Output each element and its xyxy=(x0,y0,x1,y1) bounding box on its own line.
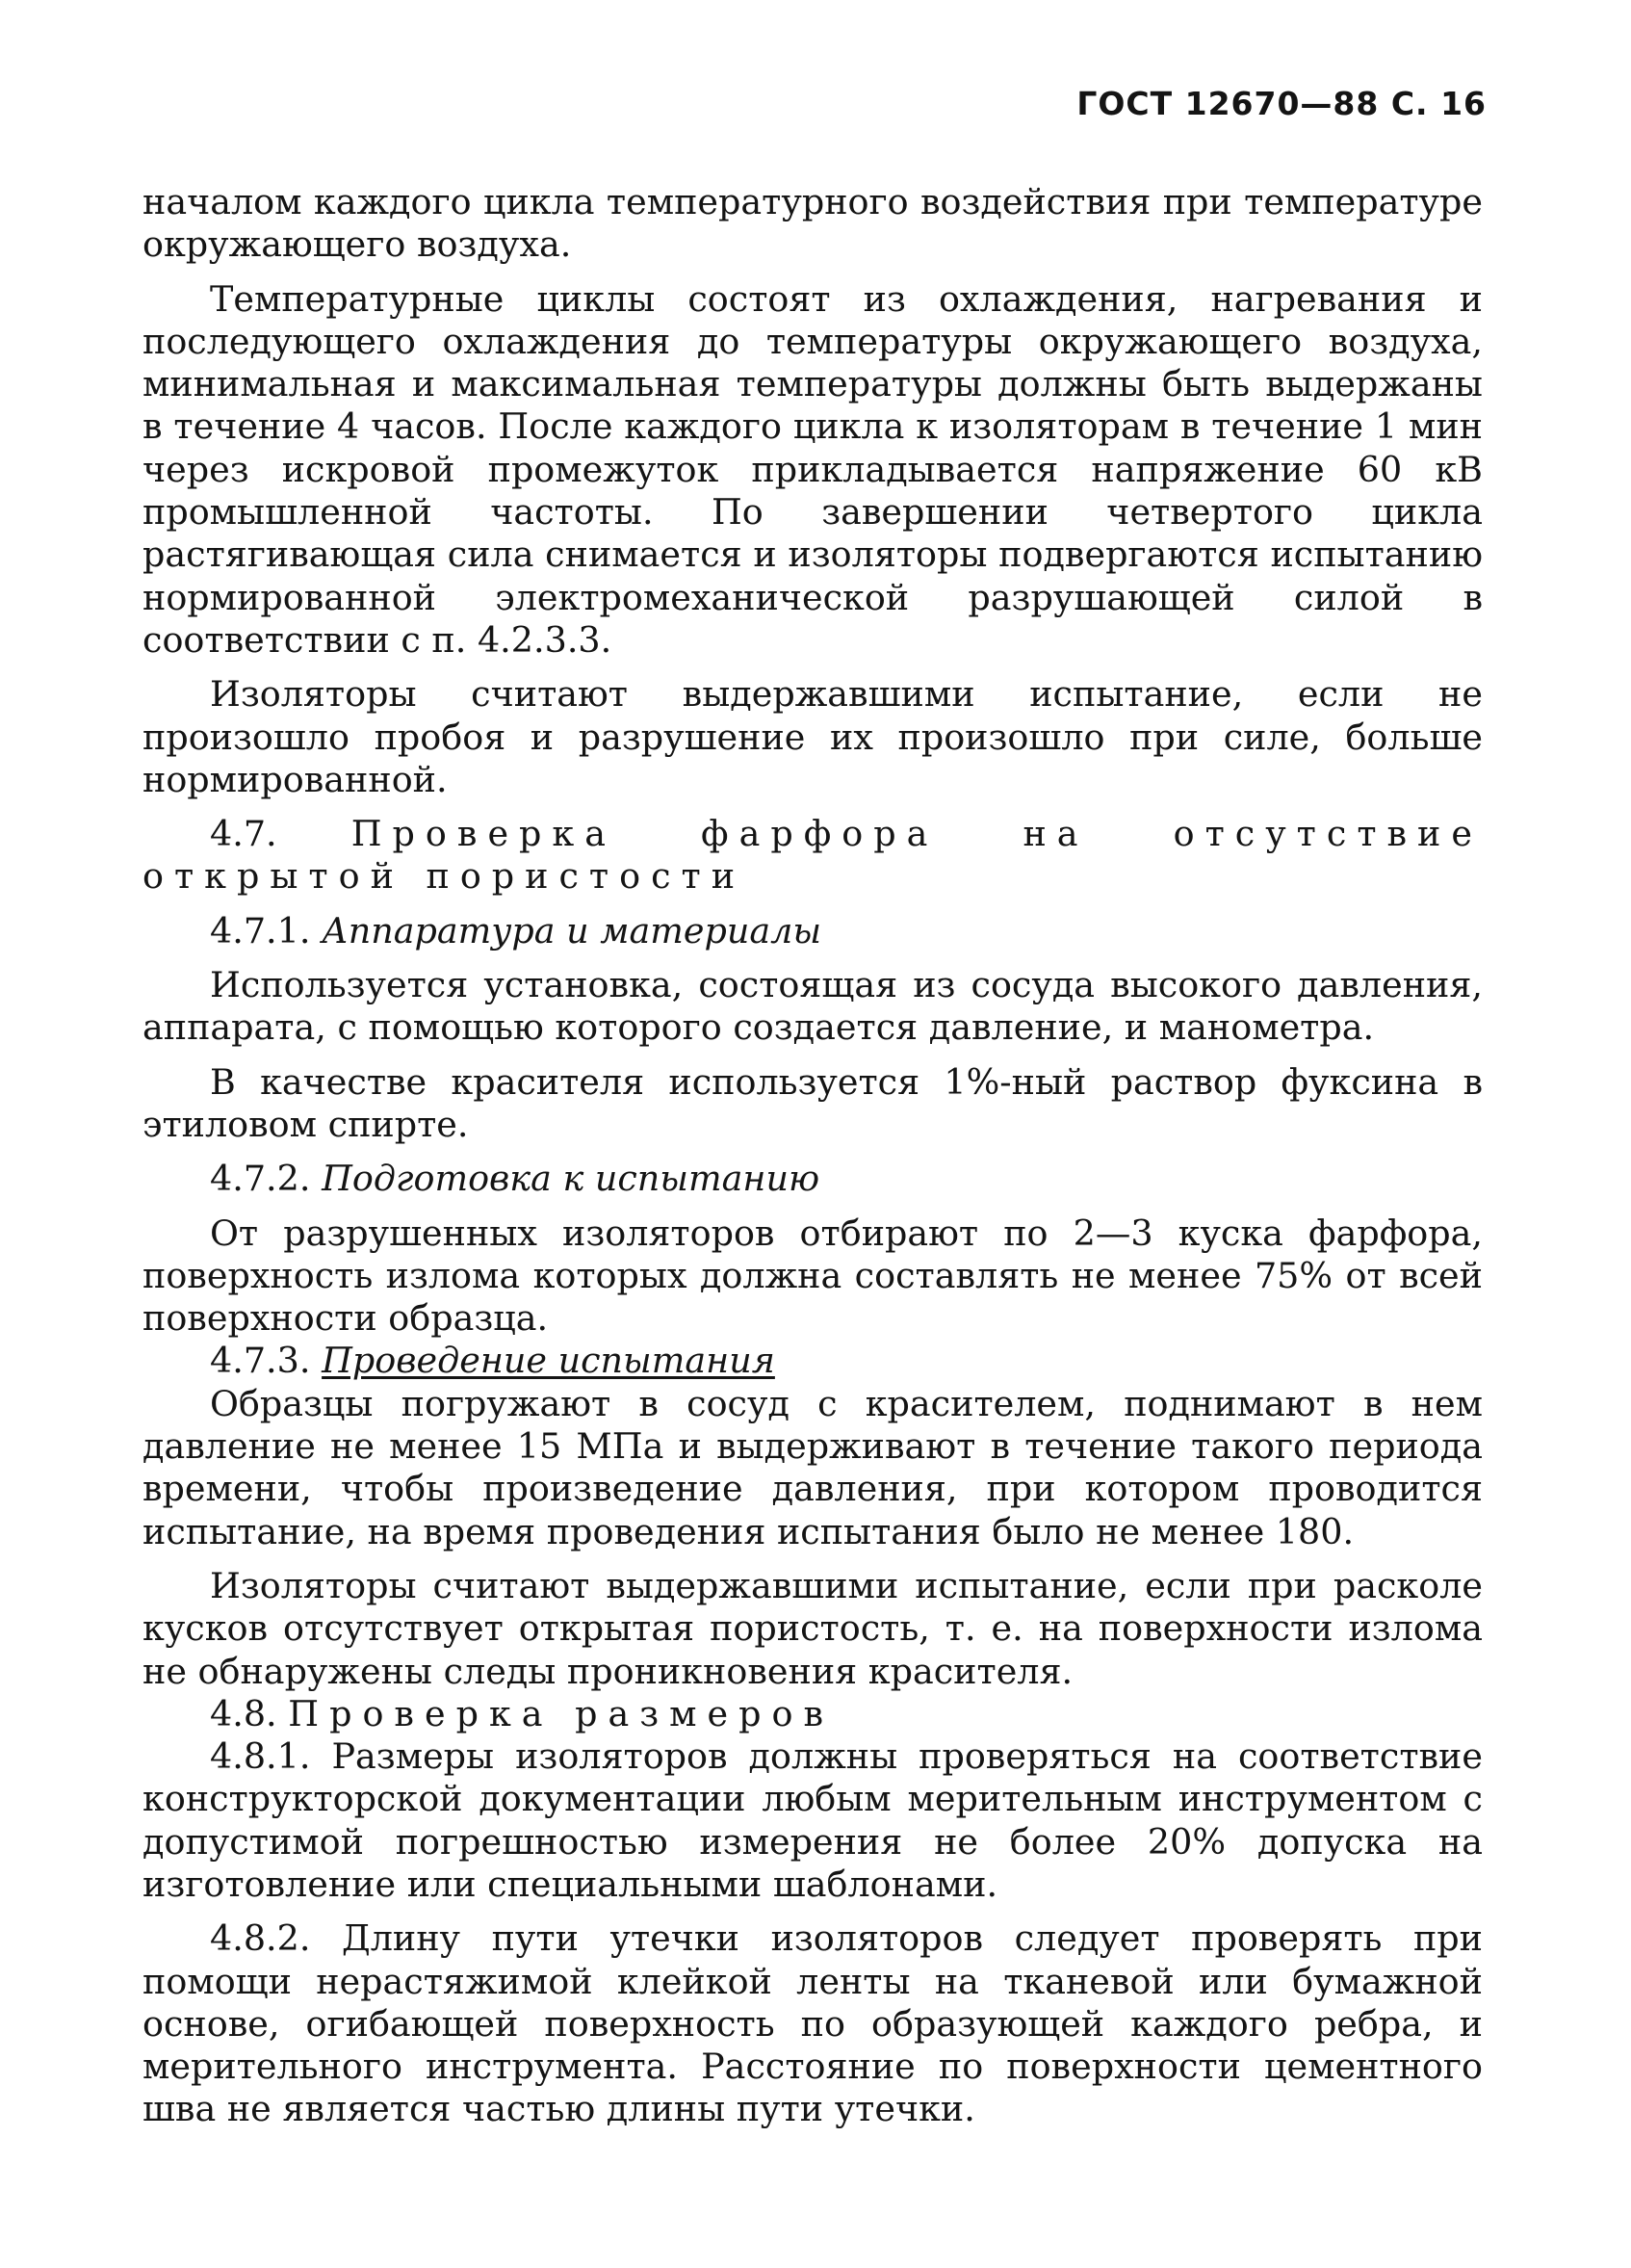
section-number: 4.7.3. xyxy=(210,1340,311,1382)
paragraph: Используется установка, состоящая из сосуда высокого давления, аппарата, с помощью которого создается давление, и манометра. xyxy=(142,964,1483,1049)
paragraph: Изоляторы считают выдержавшими испытание, если не произошло пробоя и разрушение их произошло при силе, больше нормированной. xyxy=(142,673,1483,800)
paragraph: 4.8.1. Размеры изоляторов должны проверяться на соответствие конструкторской документации любым мерительным инструментом с допустимой погрешностью измерения не более 20% допуска на изготовление или специальными шаблонами. xyxy=(142,1735,1483,1905)
subsection-heading-4-7-2 xyxy=(142,1158,1483,1200)
paragraph: началом каждого цикла температурного воздействия при температуре окружающего воздуха. xyxy=(142,181,1483,266)
section-title: Проверка фарфора на отсутствие открытой пористости xyxy=(142,813,1483,898)
section-heading-4-7 xyxy=(142,813,1483,899)
section-number: 4.7.1. xyxy=(210,909,311,952)
subsection-heading-4-7-1 xyxy=(142,910,1483,952)
section-title: Проверка размеров xyxy=(288,1692,835,1734)
section-heading-4-8 xyxy=(142,1693,1483,1735)
section-title: Подготовка к испытанию xyxy=(322,1158,820,1200)
paragraph: Температурные циклы состоят из охлаждения, нагревания и последующего охлаждения до температуры окружающего воздуха, минимальная и максимальная температуры должны быть выдержаны в течение 4 часов. После каждого цикла к изоляторам в течение 1 мин через искровой промежуток прикладывается напряжение 60 кВ промышленной частоты. По завершении четвертого цикла растягивающая сила снимается и изоляторы подвергаются испытанию нормированной электромеханической разрушающей силой в соответствии с п. 4.2.3.3. xyxy=(142,277,1483,661)
paragraph: Изоляторы считают выдержавшими испытание, если при расколе кусков отсутствует открытая пористость, т. е. на поверхности излома не обнаружены следы проникновения красителя. xyxy=(142,1564,1483,1692)
section-number: 4.7.2. xyxy=(210,1158,311,1200)
document-body xyxy=(142,181,1483,2131)
page-header: ГОСТ 12670—88 С. 16 xyxy=(1076,85,1487,122)
paragraph: 4.8.2. Длину пути утечки изоляторов следует проверять при помощи нерастяжимой клейкой ленты на тканевой или бумажной основе, огибающей поверхность по образующей каждого ребра, и мерительного инструмента. Расстояние по поверхности цементного шва не является частью длины пути утечки. xyxy=(142,1917,1483,2130)
section-number: 4.7. xyxy=(210,813,277,855)
paragraph: Образцы погружают в сосуд с красителем, поднимают в нем давление не менее 15 МПа и выдерживают в течение такого периода времени, чтобы произведение давления, при котором проводится испытание, на время проведения испытания было не менее 180. xyxy=(142,1382,1483,1552)
section-number: 4.8. xyxy=(210,1692,277,1734)
paragraph: От разрушенных изоляторов отбирают по 2—3 куска фарфора, поверхность излома которых должна составлять не менее 75% от всей поверхности образца. xyxy=(142,1212,1483,1340)
section-title: Аппаратура и материалы xyxy=(322,909,822,952)
subsection-heading-4-7-3 xyxy=(142,1340,1483,1382)
paragraph: В качестве красителя используется 1%-ный раствор фуксина в этиловом спирте. xyxy=(142,1060,1483,1145)
section-title: Проведение испытания xyxy=(322,1340,775,1382)
